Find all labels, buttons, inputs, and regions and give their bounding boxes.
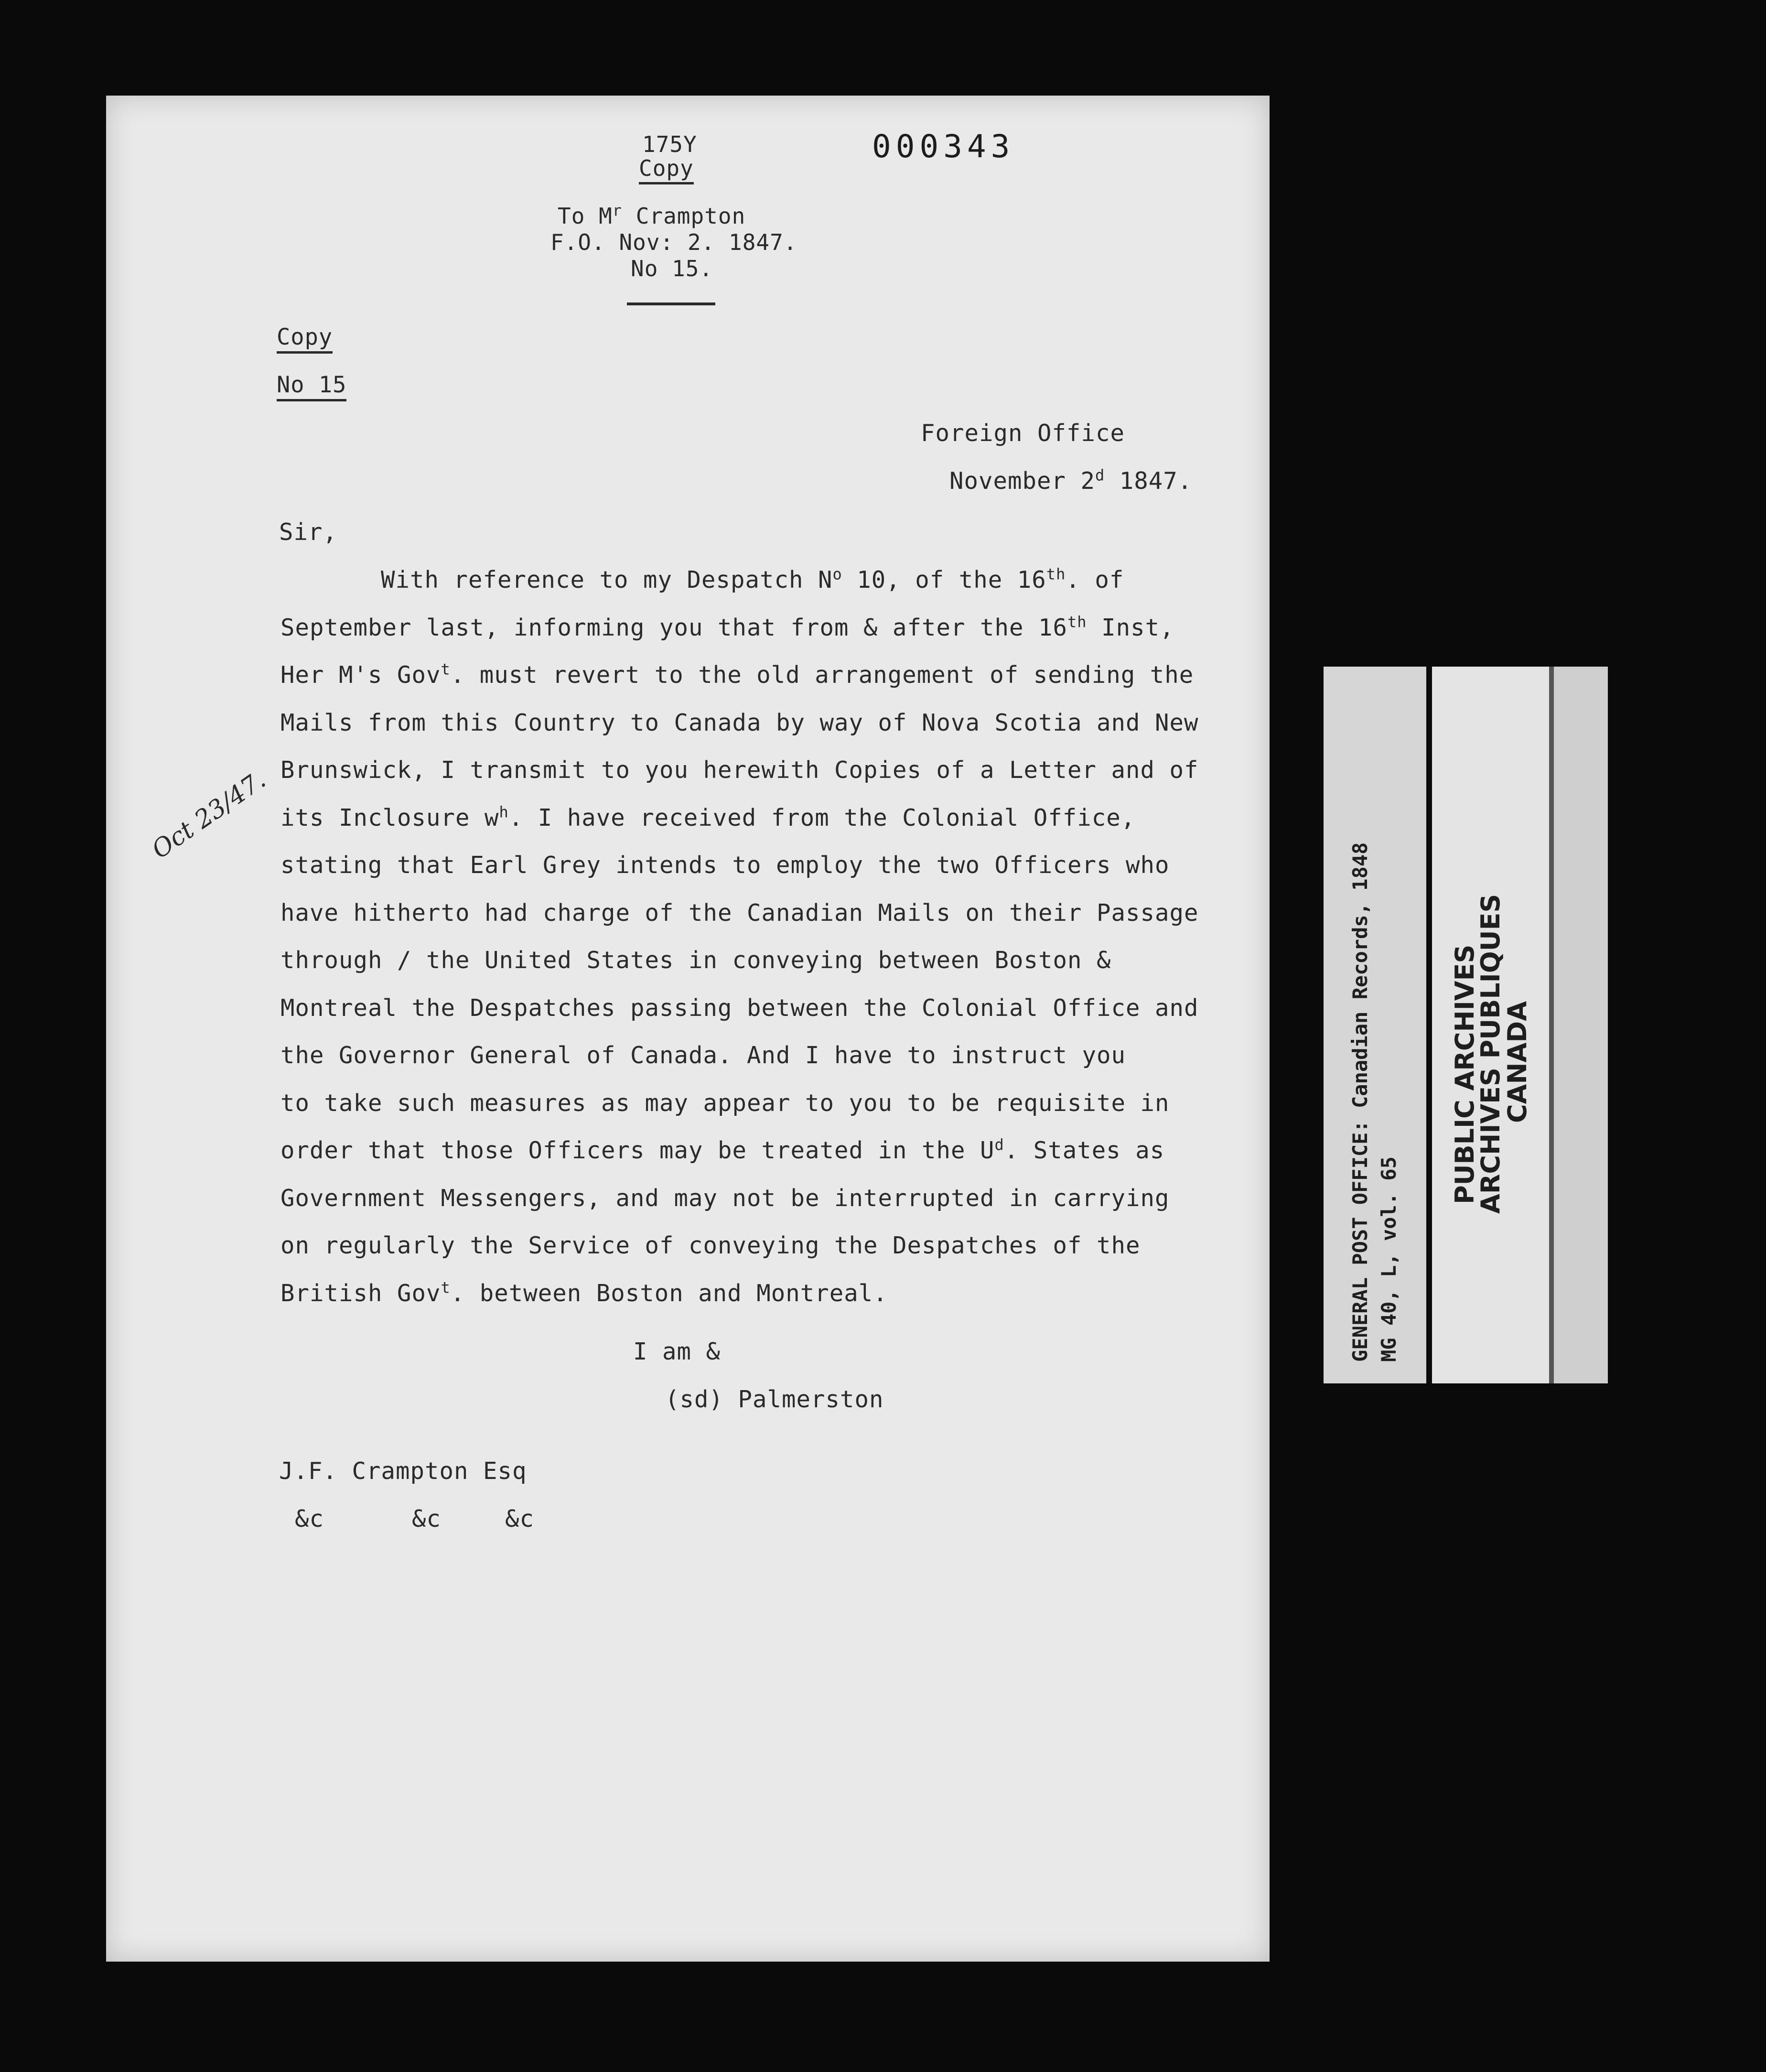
body-line: With reference to my Despatch $N^o$ 10, of the 16th. of (381, 565, 1124, 594)
body-line: its Inclosure $w^h$. I have received from the Colonial Office, (280, 803, 1136, 831)
signature: (sd) Palmerston (665, 1386, 884, 1413)
addressee-name: J.F. Crampton Esq (279, 1457, 527, 1485)
body-line: on regularly the Service of conveying the Despatches of the (280, 1232, 1141, 1259)
reference-number: 175Y (642, 131, 697, 157)
archive-stamp-line-1: PUBLIC ARCHIVES (1450, 944, 1480, 1204)
body-line: to take such measures as may appear to you to be requisite in (280, 1090, 1170, 1117)
address-date: November 2$^d$ 1847. (949, 466, 1193, 495)
salutation: Sir, (279, 518, 338, 546)
archive-reference-line-2: MG 40, L, vol. 65 (1377, 1156, 1400, 1362)
body-line: British Gov$^t$. between Boston and Montreal. (280, 1278, 888, 1307)
archive-stamp-line-2: ARCHIVES PUBLIQUES (1475, 894, 1506, 1214)
addressee-etc-3: &c (505, 1505, 535, 1532)
document-page (106, 96, 1270, 1962)
body-line: Her M's Gov$^t$. must revert to the old arrangement of sending the (280, 660, 1194, 689)
copy-label-top: Copy (639, 155, 694, 184)
archive-stamp-line-3: CANADA (1502, 1001, 1532, 1123)
body-line: September last, informing you that from & after the 16th Inst, (280, 613, 1174, 641)
body-line: through / the United States in conveying between Boston & (280, 947, 1111, 974)
archive-tag-edge-strip (1549, 667, 1608, 1383)
archive-tag (1324, 667, 1603, 1383)
addressee-etc-2: &c (412, 1505, 442, 1532)
closing-line: I am & (633, 1338, 721, 1365)
no-line: No 15. (631, 256, 713, 281)
archive-tag-stamp-strip (1432, 667, 1549, 1383)
archive-reference-line-1: GENERAL POST OFFICE: Canadian Records, 1848 (1348, 842, 1372, 1362)
copy-label-left: Copy (277, 324, 333, 354)
archive-tag-reference-strip (1324, 667, 1432, 1383)
header-rule (627, 302, 715, 305)
body-line: Government Messengers, and may not be interrupted in carrying (280, 1185, 1170, 1212)
margin-date-note: Oct 23/47. (147, 765, 271, 865)
body-line: Montreal the Despatches passing between the Colonial Office and (280, 994, 1199, 1022)
number-label-left: No 15 (277, 372, 346, 401)
body-line: have hitherto had charge of the Canadian Mails on their Passage (280, 899, 1199, 927)
fo-line: F.O. Nov: 2. 1847. (550, 229, 797, 255)
stamp-number: 000343 (872, 128, 1015, 165)
address-office: Foreign Office (921, 420, 1125, 447)
to-line: To $M^r$ Crampton (558, 201, 746, 229)
body-line: stating that Earl Grey intends to employ the two Officers who (280, 852, 1170, 879)
body-line: the Governor General of Canada. And I have to instruct you (280, 1042, 1126, 1069)
body-line: Brunswick, I transmit to you herewith Copies of a Letter and of (280, 756, 1199, 784)
addressee-etc-1: &c (295, 1505, 324, 1532)
body-line: order that those Officers may be treated in the $U^d$. States as (280, 1135, 1165, 1164)
body-line: Mails from this Country to Canada by way of Nova Scotia and New (280, 709, 1199, 736)
